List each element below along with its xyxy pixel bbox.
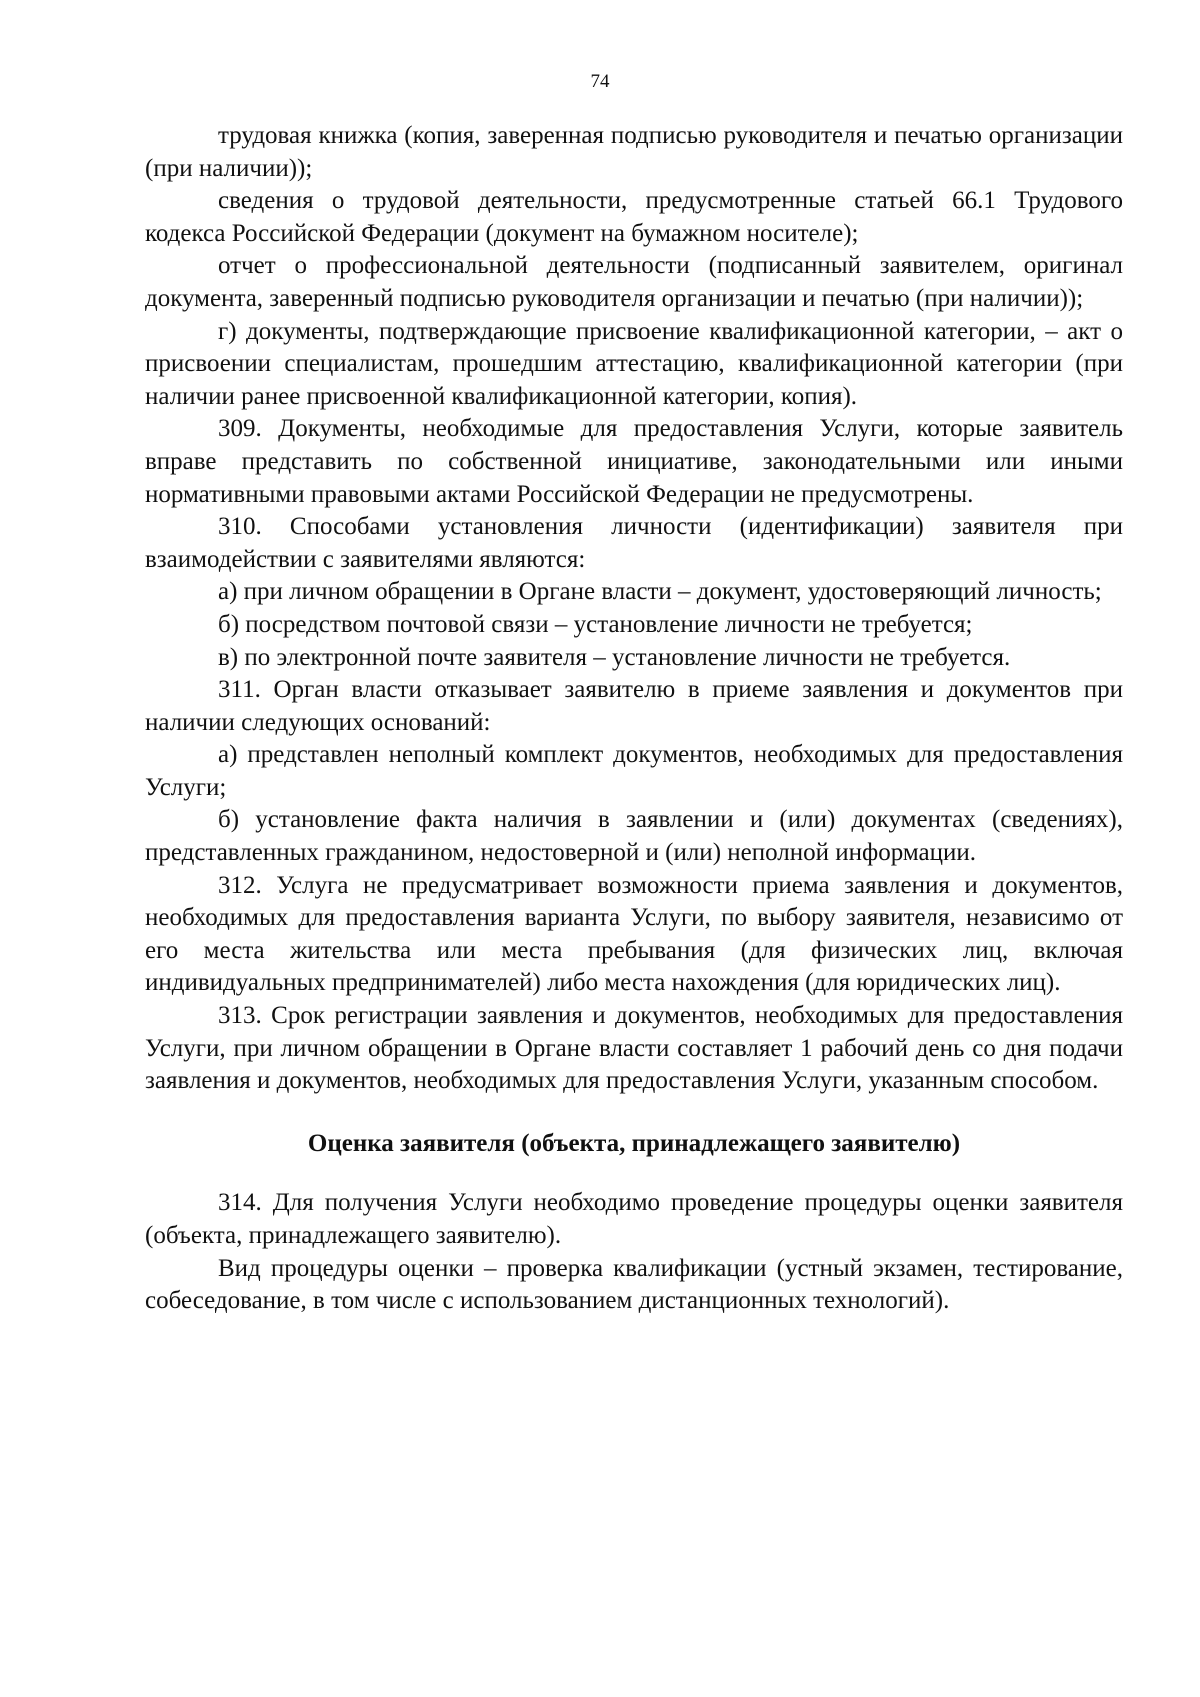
paragraph: отчет о профессиональной деятельности (подписанный заявителем, оригинал документа, заверенный подписью руководителя организации и печатью (при наличии)); [145,252,1123,312]
paragraph-309: 309. Документы, необходимые для предоставления Услуги, которые заявитель вправе представить по собственной инициативе, законодательными или иными нормативными правовыми актами Российской Федерации не предусмотрены. [145,415,1123,508]
paragraph: Вид процедуры оценки – проверка квалификации (устный экзамен, тестирование, собеседование, в том числе с использованием дистанционных технологий). [145,1254,1123,1315]
paragraph: б) посредством почтовой связи – установление личности не требуется; [218,610,973,638]
paragraph: а) при личном обращении в Органе власти – документ, удостоверяющий личность; [218,578,1102,606]
paragraph: в) по электронной почте заявителя – установление личности не требуется. [218,643,1011,671]
paragraph-310: 310. Способами установления личности (идентификации) заявителя при взаимодействии с заявителями являются: [145,513,1123,573]
paragraph: трудовая книжка (копия, заверенная подписью руководителя и печатью организации (при наличии)); [145,122,1123,182]
document-body [145,120,1123,1318]
paragraph: а) представлен неполный комплект документов, необходимых для предоставления Услуги; [145,741,1123,801]
paragraph-314: 314. Для получения Услуги необходимо проведение процедуры оценки заявителя (объекта, принадлежащего заявителю). [145,1189,1123,1249]
page-number: 74 [590,71,610,92]
paragraph-312: 312. Услуга не предусматривает возможности приема заявления и документов, необходимых для предоставления варианта Услуги, по выбору заявителя, независимо от его места жительства или места пребывания (для физических лиц, включая индивидуальных предпринимателей) либо места нахождения (для юридических лиц). [145,871,1123,997]
paragraph: б) установление факта наличия в заявлении и (или) документах (сведениях), представленных гражданином, недостоверной и (или) неполной информации. [145,806,1123,867]
paragraph: сведения о трудовой деятельности, предусмотренные статьей 66.1 Трудового кодекса Российской Федерации (документ на бумажном носителе); [145,187,1123,247]
paragraph: г) документы, подтверждающие присвоение квалификационной категории, – акт о присвоении специалистам, прошедшим аттестацию, квалификационной категории (при наличии ранее присвоенной квалификационной категории, копия). [145,317,1123,410]
paragraph-311: 311. Орган власти отказывает заявителю в приеме заявления и документов при наличии следующих оснований: [145,676,1123,736]
paragraph-313: 313. Срок регистрации заявления и документов, необходимых для предоставления Услуги, при личном обращении в Органе власти составляет 1 рабочий день со дня подачи заявления и документов, необходимых для предоставления Услуги, указанным способом. [145,1002,1123,1095]
section-heading: Оценка заявителя (объекта, принадлежащего заявителю) [307,1129,961,1157]
